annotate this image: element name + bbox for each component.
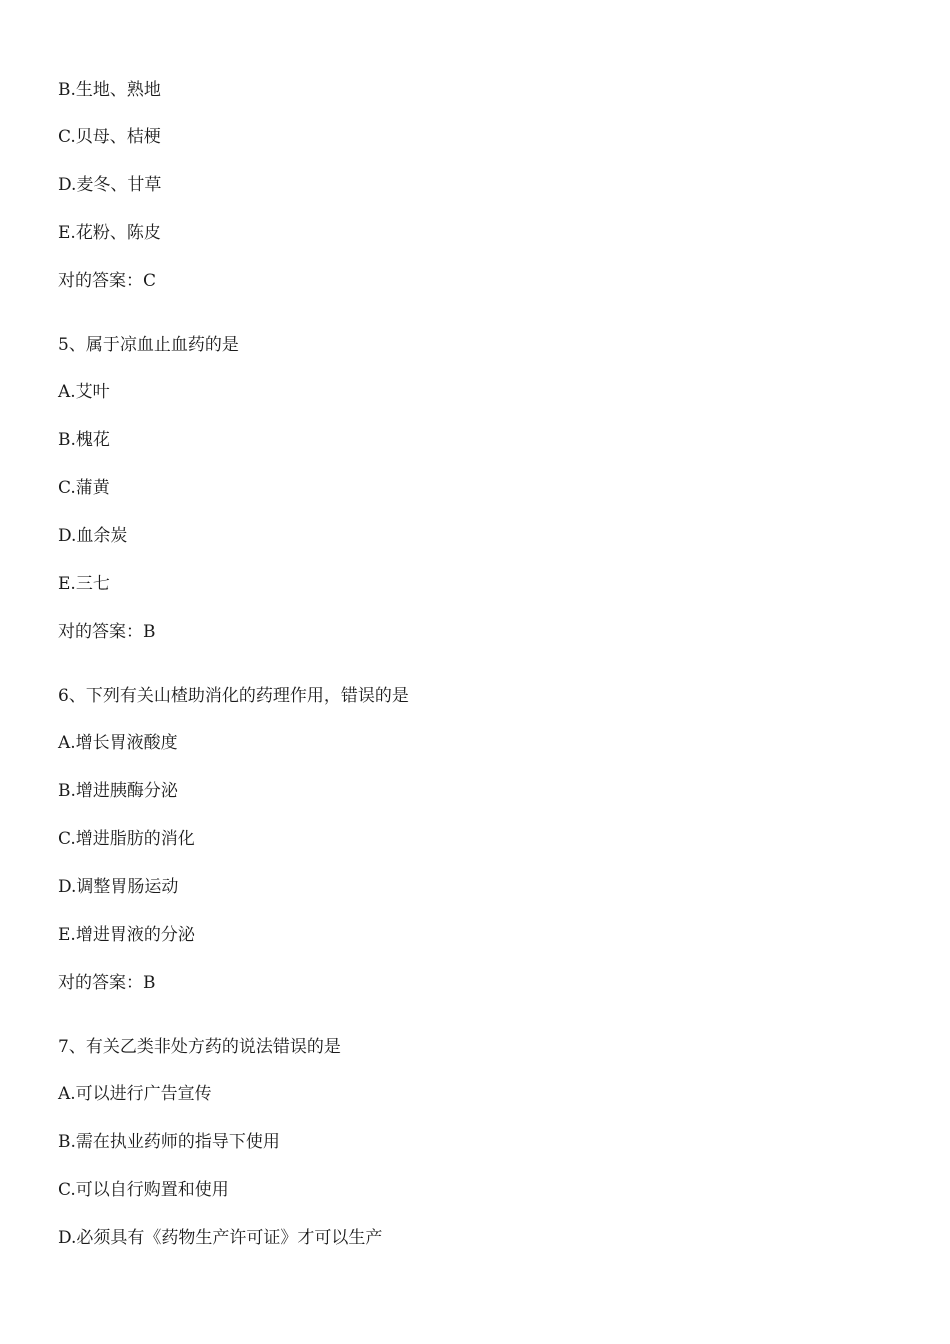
option-b: B.生地、熟地 [58,80,161,100]
option-b: B.槐花 [58,430,110,450]
question-stem: 7、有关乙类非处方药的说法错误的是 [58,1037,341,1057]
option-e: E.三七 [58,574,110,594]
option-e: E.增进胃液的分泌 [58,925,195,945]
option-c: C.贝母、桔梗 [58,127,161,147]
option-a: A.艾叶 [58,382,110,402]
option-d: D.血余炭 [58,526,128,546]
option-d: D.必须具有《药物生产许可证》才可以生产 [58,1228,383,1248]
option-c: C.可以自行购置和使用 [58,1180,229,1200]
option-a: A.可以进行广告宣传 [58,1084,212,1104]
answer-line: 对的答案：B [58,973,156,993]
option-c: C.蒲黄 [58,478,110,498]
answer-line: 对的答案：B [58,622,156,642]
option-a: A.增长胃液酸度 [58,733,178,753]
option-d: D.调整胃肠运动 [58,877,179,897]
answer-line: 对的答案：C [58,271,157,291]
question-stem: 5、属于凉血止血药的是 [58,335,239,355]
option-e: E.花粉、陈皮 [58,223,161,243]
option-b: B.增进胰酶分泌 [58,781,178,801]
option-b: B.需在执业药师的指导下使用 [58,1132,280,1152]
option-d: D.麦冬、甘草 [58,175,162,195]
option-c: C.增进脂肪的消化 [58,829,195,849]
question-stem: 6、下列有关山楂助消化的药理作用，错误的是 [58,686,409,706]
